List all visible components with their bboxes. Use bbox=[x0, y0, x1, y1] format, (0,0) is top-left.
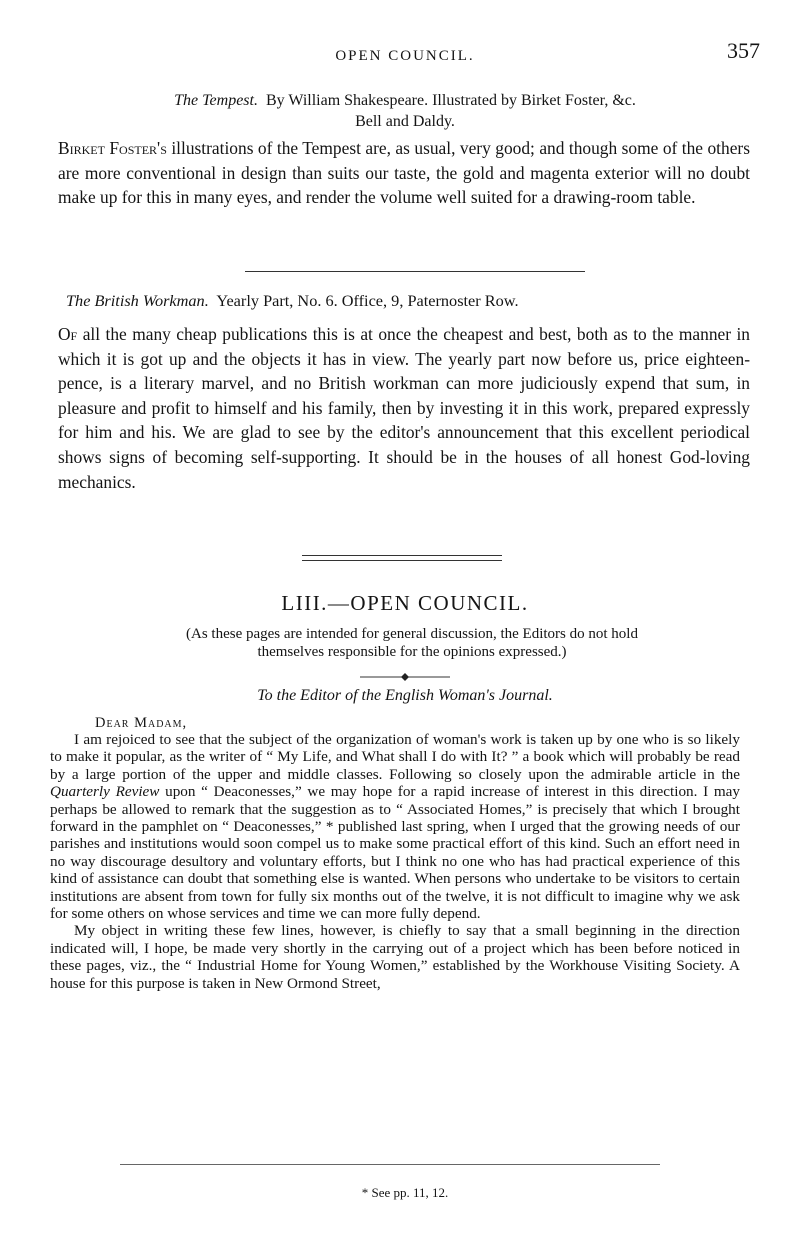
page-number: 357 bbox=[727, 38, 760, 63]
section-title: LIII.—OPEN COUNCIL. bbox=[281, 591, 529, 615]
review-publisher: Bell and Daldy. bbox=[355, 113, 455, 130]
review-lead: Of bbox=[58, 324, 78, 344]
letter-paragraph bbox=[50, 731, 740, 922]
review-heading-tempest bbox=[60, 90, 750, 132]
double-rule-bottom bbox=[302, 560, 502, 561]
salutation: Dear Madam, bbox=[95, 715, 188, 731]
ornament-divider bbox=[360, 671, 450, 683]
footnote: * See pp. 11, 12. bbox=[361, 1185, 449, 1200]
review-lead: Birket Foster's bbox=[58, 138, 167, 158]
disclaimer-line: (As these pages are intended for general discussion, the Editors do not hold bbox=[186, 626, 638, 642]
review-title: The British Workman. bbox=[66, 291, 209, 310]
letter-body bbox=[50, 731, 740, 992]
letter-text: I am rejoiced to see that the subject of the organization of woman's work is taken up by one who is so likely to make it popular, as the writer of “ My Life, and What shall I do with It? ” a book which will probably be read by a large portion of the upper and middle classes. Following so closely upon the admirable article in the bbox=[50, 731, 740, 783]
review-details: Yearly Part, No. 6. Office, 9, Paternoster Row. bbox=[216, 291, 519, 310]
disclaimer bbox=[72, 625, 752, 661]
review-byline: By William Shakespeare. Illustrated by Birket Foster, &c. bbox=[265, 92, 636, 109]
review-title: The Tempest. bbox=[174, 92, 258, 109]
review-heading-workman bbox=[66, 291, 756, 311]
journal-title: Quarterly Review bbox=[50, 783, 160, 801]
review-text: all the many cheap publications this is at once the cheapest and best, both as to the manner in which it is got up and the objects it has in view. The yearly part now before us, price eighteen-pence, is a literary marvel, and no British workman can more judiciously expend that sum, in pleasure and profit to himself and his family, then by investing it in this work, prepared expressly for him and his. We are glad to see by the editor's announcement that this excellent periodical shows signs of becoming self-supporting. It should be in the houses of all honest God-loving mechanics. bbox=[58, 324, 750, 492]
letter-heading: To the Editor of the English Woman's Journal. bbox=[257, 687, 553, 704]
letter-paragraph: My object in writing these few lines, however, is chiefly to say that a small beginning in the direction indicated will, I hope, be made very shortly in the carrying out of a project which has been before noticed in these pages, viz., the “ Industrial Home for Young Women,” established by the Workhouse Visiting Society. A house for this purpose is taken in New Ormond Street, bbox=[50, 922, 740, 992]
divider-rule bbox=[245, 271, 585, 272]
double-rule-top bbox=[302, 555, 502, 556]
review-text: illustrations of the Tempest are, as usual, very good; and though some of the others are more conventional in design than suits our taste, the gold and magenta exterior will no doubt make up for this in many eyes, and render the volume well suited for a drawing-room table. bbox=[58, 138, 750, 208]
review-body-tempest bbox=[58, 136, 750, 210]
letter-text: upon “ Deaconesses,” we may hope for a rapid increase of interest in this direction. I may perhaps be allowed to remark that the suggestion as to “ Associated Homes,” is precisely that which I brought forward in the pamphlet on “ Deaconesses,” * published last spring, when I urged that the growing needs of our parishes and institutions would soon compel us to make some practical effort of this kind. Such an effort need in no way discourage desultory and voluntary efforts, but I think no one who has had practical experience of this kind of assistance can doubt that something else is wanted. When persons who undertake to be visitors to certain institutions are absent from town for fully six months out of the twelve, it is not difficult to imagine why we ask for some others on whose services and time we can more fully depend. bbox=[50, 783, 741, 923]
running-head: OPEN COUNCIL. bbox=[335, 48, 475, 64]
footnote-rule bbox=[120, 1164, 660, 1165]
review-body-workman bbox=[58, 322, 750, 494]
disclaimer-line: themselves responsible for the opinions expressed.) bbox=[257, 644, 567, 660]
